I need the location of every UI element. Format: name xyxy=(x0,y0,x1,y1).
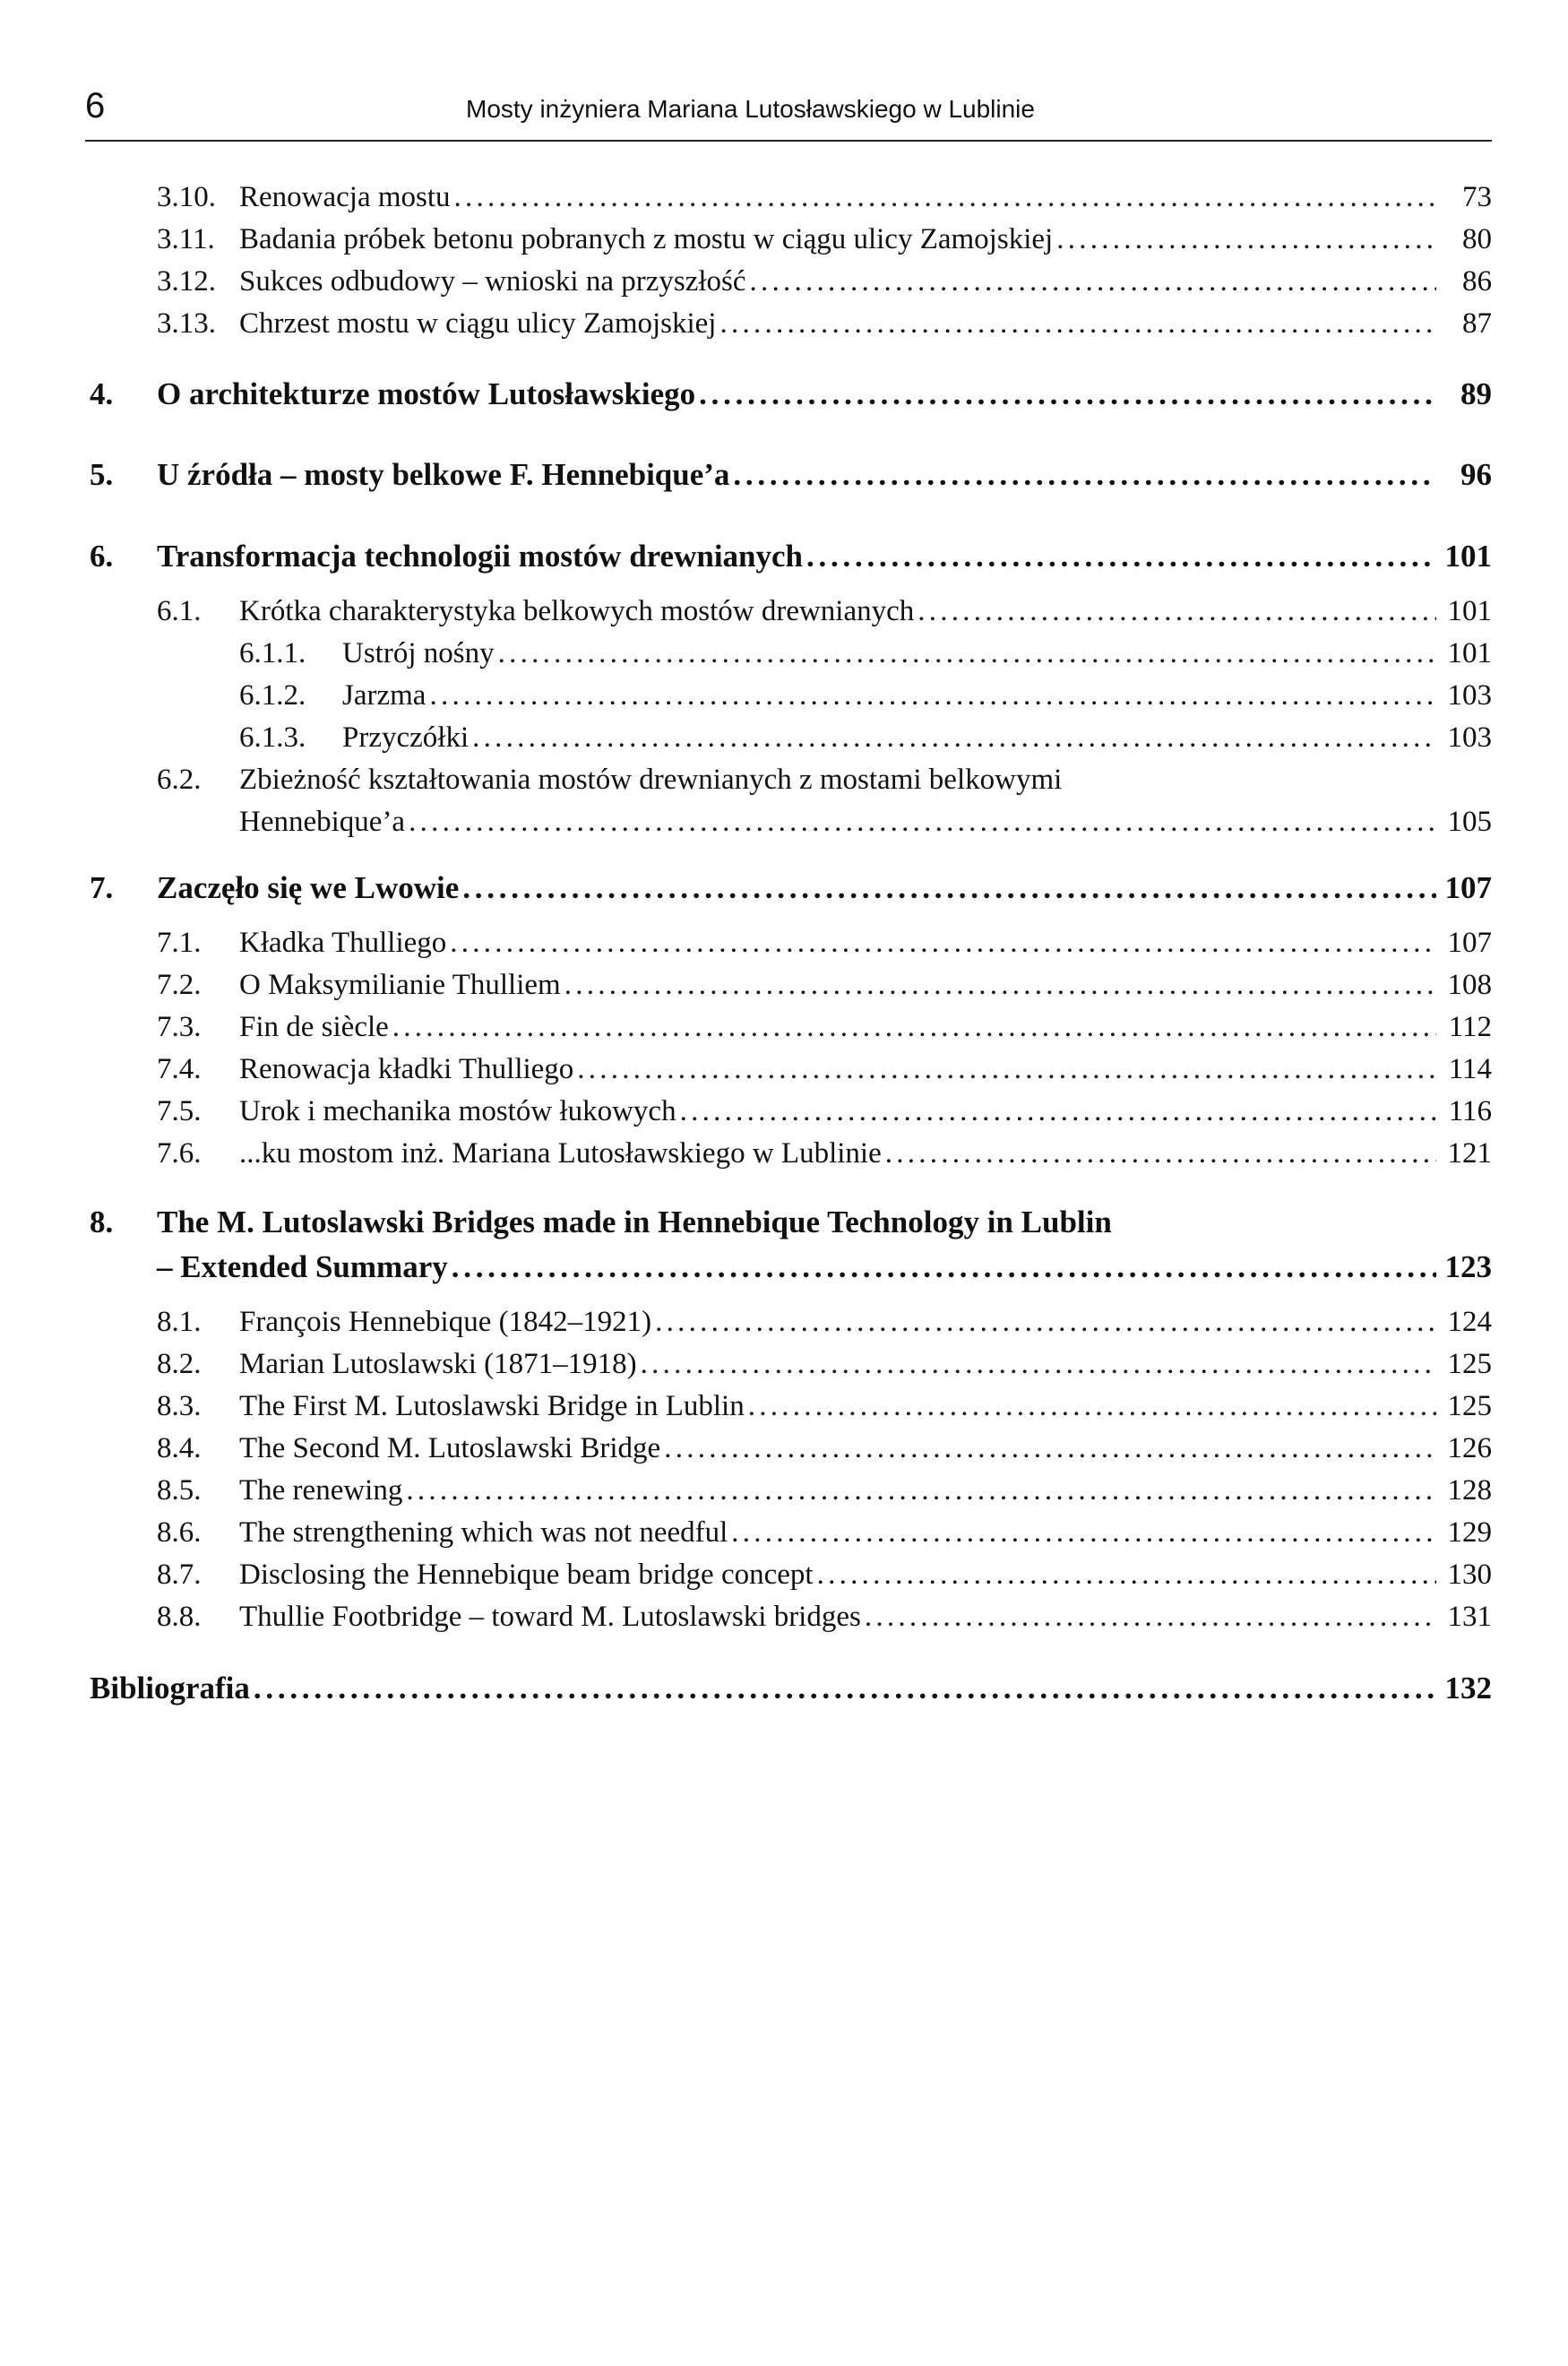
toc-entry-8-7 xyxy=(157,1559,1492,1602)
entry-page: 108 xyxy=(1447,969,1492,1001)
toc-entry-6-2-second-line xyxy=(239,806,1492,849)
entry-title: The strengthening which was not needful xyxy=(239,1516,728,1549)
dot-leader xyxy=(254,1671,1436,1706)
entry-title: Zbieżność kształtowania mostów drewnianych z mostami belkowymi xyxy=(239,764,1063,796)
chapter-title: O architekturze mostów Lutosławskiego xyxy=(157,376,696,411)
entry-title: O Maksymilianie Thulliem xyxy=(239,969,561,1001)
entry-number: 7.6. xyxy=(157,1137,202,1170)
toc-entry-8-2 xyxy=(157,1348,1492,1391)
entry-page: 125 xyxy=(1447,1390,1492,1422)
entry-number: 8.3. xyxy=(157,1390,202,1422)
chapter-page: 123 xyxy=(1444,1249,1492,1284)
entry-number: 7.3. xyxy=(157,1011,202,1043)
toc-entry-3-10 xyxy=(157,181,1492,224)
toc-entry-8-3 xyxy=(157,1390,1492,1433)
entry-title: François Hennebique (1842–1921) xyxy=(239,1306,652,1338)
toc-entry-3-11 xyxy=(157,223,1492,266)
entry-title: The Second M. Lutoslawski Bridge xyxy=(239,1432,661,1464)
entry-number: 8.7. xyxy=(157,1559,202,1591)
entry-title: Badania próbek betonu pobranych z mostu w ciągu ulicy Zamojskiej xyxy=(239,223,1054,255)
dot-leader xyxy=(865,1601,1436,1634)
toc-chapter-4 xyxy=(90,376,1492,419)
dot-leader xyxy=(462,870,1436,906)
dot-leader xyxy=(454,181,1436,214)
toc-entry-6-1-2 xyxy=(239,679,1492,722)
toc-entry-8-8 xyxy=(157,1601,1492,1644)
toc-chapter-6 xyxy=(90,539,1492,582)
dot-leader xyxy=(409,806,1436,839)
chapter-number: 4. xyxy=(90,376,114,411)
entry-page: 105 xyxy=(1447,806,1492,838)
toc-entry-8-4 xyxy=(157,1432,1492,1475)
entry-title: Sukces odbudowy – wnioski na przyszłość xyxy=(239,265,746,298)
entry-number: 8.1. xyxy=(157,1306,202,1338)
dot-leader xyxy=(450,927,1436,960)
entry-number: 8.6. xyxy=(157,1516,202,1549)
dot-leader xyxy=(806,539,1436,574)
toc-entry-8-5 xyxy=(157,1474,1492,1517)
entry-title: Fin de siècle xyxy=(239,1011,389,1043)
toc-bibliography xyxy=(90,1671,1492,1714)
entry-number: 3.13. xyxy=(157,307,216,340)
entry-number: 8.8. xyxy=(157,1601,202,1633)
toc-entry-7-5 xyxy=(157,1095,1492,1138)
chapter-title: Transformacja technologii mostów drewnianych xyxy=(157,539,804,574)
dot-leader xyxy=(498,637,1436,670)
entry-page: 103 xyxy=(1447,679,1492,712)
entry-page: 73 xyxy=(1462,181,1492,213)
entry-title: Renowacja kładki Thulliego xyxy=(239,1053,574,1085)
page-number: 6 xyxy=(85,86,106,125)
entry-title: Disclosing the Hennebique beam bridge concept xyxy=(239,1559,814,1591)
chapter-page: 89 xyxy=(1460,376,1492,411)
entry-page: 131 xyxy=(1447,1601,1492,1633)
toc-entry-6-1-3 xyxy=(239,721,1492,764)
entry-page: 107 xyxy=(1447,927,1492,959)
bibliography-page: 132 xyxy=(1444,1671,1492,1705)
chapter-title: Zaczęło się we Lwowie xyxy=(157,870,460,905)
dot-leader xyxy=(655,1306,1436,1339)
chapter-title-continued: – Extended Summary xyxy=(157,1249,448,1284)
entry-page: 80 xyxy=(1462,223,1492,255)
toc-chapter-8-second-line xyxy=(157,1249,1492,1292)
entry-number: 6.1.3. xyxy=(239,721,306,754)
entry-page: 116 xyxy=(1448,1095,1492,1127)
entry-title: Chrzest mostu w ciągu ulicy Zamojskiej xyxy=(239,307,717,340)
entry-number: 6.1.2. xyxy=(239,679,306,712)
entry-number: 7.5. xyxy=(157,1095,202,1127)
dot-leader xyxy=(392,1011,1436,1044)
dot-leader xyxy=(699,376,1436,412)
dot-leader xyxy=(750,265,1436,298)
entry-number: 7.2. xyxy=(157,969,202,1001)
chapter-page: 101 xyxy=(1444,539,1492,574)
entry-number: 6.1.1. xyxy=(239,637,306,669)
chapter-page: 96 xyxy=(1460,457,1492,492)
entry-title: Urok i mechanika mostów łukowych xyxy=(239,1095,676,1127)
toc-entry-6-1 xyxy=(157,595,1492,638)
dot-leader xyxy=(452,1249,1436,1285)
dot-leader xyxy=(748,1390,1436,1423)
entry-page: 101 xyxy=(1447,637,1492,669)
entry-page: 125 xyxy=(1447,1348,1492,1380)
entry-number: 8.5. xyxy=(157,1474,202,1507)
bibliography-title: Bibliografia xyxy=(90,1671,250,1705)
entry-title: Thullie Footbridge – toward M. Lutoslawski bridges xyxy=(239,1601,861,1633)
toc-entry-8-6 xyxy=(157,1516,1492,1559)
toc-entry-7-1 xyxy=(157,927,1492,970)
chapter-number: 5. xyxy=(90,457,114,492)
dot-leader xyxy=(406,1474,1436,1507)
chapter-number: 7. xyxy=(90,870,114,905)
toc-entry-6-2-first-line xyxy=(157,764,1062,797)
dot-leader xyxy=(918,595,1436,628)
dot-leader xyxy=(885,1137,1436,1170)
toc-entry-7-4 xyxy=(157,1053,1492,1096)
entry-page: 112 xyxy=(1448,1011,1492,1043)
entry-title: Marian Lutoslawski (1871–1918) xyxy=(239,1348,637,1380)
dot-leader xyxy=(719,307,1436,341)
dot-leader xyxy=(429,679,1436,712)
entry-title: Ustrój nośny xyxy=(342,637,495,669)
page-header xyxy=(85,86,1492,142)
entry-title: Przyczółki xyxy=(342,721,470,754)
entry-title: Jarzma xyxy=(342,679,426,712)
entry-page: 124 xyxy=(1447,1306,1492,1338)
entry-title: ...ku mostom inż. Mariana Lutosławskiego w Lublinie xyxy=(239,1137,882,1170)
entry-page: 128 xyxy=(1447,1474,1492,1507)
entry-page: 130 xyxy=(1447,1559,1492,1591)
dot-leader xyxy=(641,1348,1436,1381)
running-title: Mosty inżyniera Mariana Lutosławskiego w Lublinie xyxy=(466,95,1035,123)
dot-leader xyxy=(1056,223,1436,256)
entry-page: 103 xyxy=(1447,721,1492,754)
entry-page: 87 xyxy=(1462,307,1492,340)
dot-leader xyxy=(577,1053,1436,1086)
chapter-number: 6. xyxy=(90,539,114,574)
dot-leader xyxy=(564,969,1436,1002)
entry-title: The renewing xyxy=(239,1474,403,1507)
entry-number: 8.4. xyxy=(157,1432,202,1464)
entry-title: Krótka charakterystyka belkowych mostów drewnianych xyxy=(239,595,915,627)
toc-entry-6-1-1 xyxy=(239,637,1492,680)
entry-page: 126 xyxy=(1447,1432,1492,1464)
chapter-number: 8. xyxy=(90,1205,114,1239)
dot-leader xyxy=(680,1095,1436,1128)
chapter-title: The M. Lutoslawski Bridges made in Hennebique Technology in Lublin xyxy=(157,1205,1112,1239)
entry-page: 121 xyxy=(1447,1137,1492,1170)
entry-number: 7.4. xyxy=(157,1053,202,1085)
entry-title-continued: Hennebique’a xyxy=(239,806,406,838)
dot-leader xyxy=(472,721,1436,755)
toc-entry-7-2 xyxy=(157,969,1492,1012)
dot-leader xyxy=(817,1559,1436,1592)
entry-number: 3.11. xyxy=(157,223,215,255)
dot-leader xyxy=(664,1432,1436,1465)
chapter-page: 107 xyxy=(1444,870,1492,905)
toc-entry-3-13 xyxy=(157,307,1492,350)
toc-entry-7-3 xyxy=(157,1011,1492,1054)
toc-chapter-7 xyxy=(90,870,1492,913)
entry-page: 86 xyxy=(1462,265,1492,298)
entry-number: 3.10. xyxy=(157,181,216,213)
entry-number: 6.1. xyxy=(157,595,202,627)
entry-number: 6.2. xyxy=(157,764,202,796)
entry-page: 129 xyxy=(1447,1516,1492,1549)
entry-page: 114 xyxy=(1448,1053,1492,1085)
dot-leader xyxy=(731,1516,1436,1550)
chapter-title: U źródła – mosty belkowe F. Hennebique’a xyxy=(157,457,730,492)
dot-leader xyxy=(733,457,1436,493)
toc-entry-8-1 xyxy=(157,1306,1492,1349)
entry-title: Renowacja mostu xyxy=(239,181,451,213)
toc-chapter-8-first-line xyxy=(90,1205,1112,1240)
entry-page: 101 xyxy=(1447,595,1492,627)
entry-title: Kładka Thulliego xyxy=(239,927,447,959)
entry-number: 8.2. xyxy=(157,1348,202,1380)
entry-number: 7.1. xyxy=(157,927,202,959)
toc-entry-3-12 xyxy=(157,265,1492,308)
toc-chapter-5 xyxy=(90,457,1492,500)
entry-title: The First M. Lutoslawski Bridge in Lublin xyxy=(239,1390,745,1422)
entry-number: 3.12. xyxy=(157,265,216,298)
toc-entry-7-6 xyxy=(157,1137,1492,1180)
header-rule xyxy=(85,140,1492,142)
